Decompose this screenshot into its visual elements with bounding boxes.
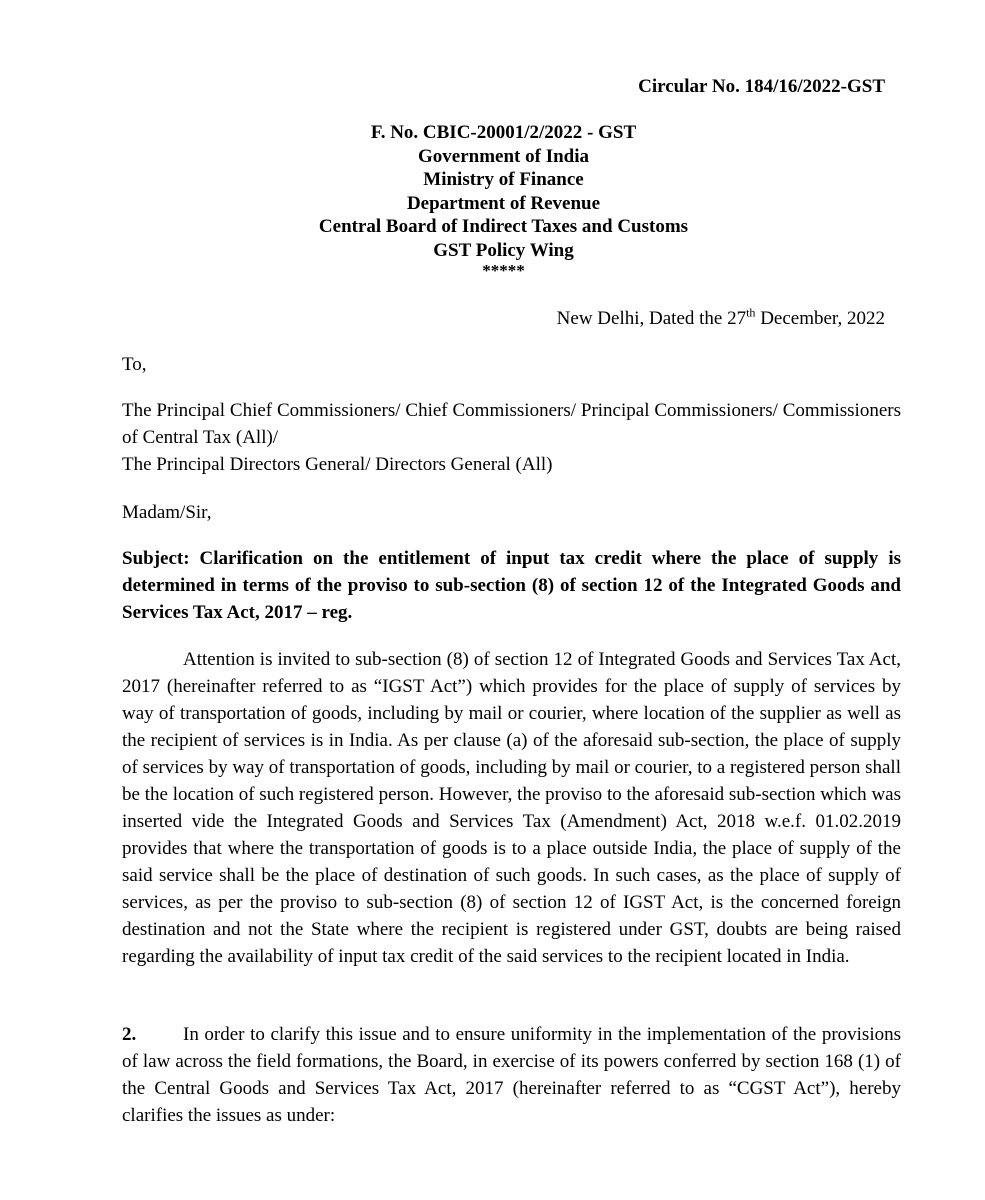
to-line: To, <box>122 354 147 375</box>
wing-name: GST Policy Wing <box>433 239 574 261</box>
circular-number: Circular No. 184/16/2022-GST <box>638 76 885 97</box>
ministry-name: Ministry of Finance <box>423 169 584 190</box>
department-name: Department of Revenue <box>406 192 601 214</box>
date-prefix: New Delhi, Dated the 27 <box>556 308 747 329</box>
addressee-line-1: The Principal Chief Commissioners/ Chief Commissioners/ Principal Commissioners/ Commissioners of Central Tax (All)/ <box>122 400 901 448</box>
government-name: Government of India <box>418 145 589 167</box>
addressee-block <box>122 397 901 478</box>
letterhead <box>0 121 985 280</box>
paragraph-2-text: In order to clarify this issue and to ensure uniformity in the implementation of the provisions of law across the field formations, the Board, in exercise of its powers conferred by section 168 (1) of the Central Goods and Services Tax Act, 2017 (hereinafter referred to as “CGST Act”), hereby clarifies the issues as under: <box>122 1024 901 1126</box>
date-superscript: th <box>746 305 756 320</box>
subject-line: Subject: Clarification on the entitlement of input tax credit where the place of supply is determined in terms of the proviso to sub-section (8) of section 12 of the Integrated Goods and Services Tax Act, 2017 – reg. <box>122 548 901 623</box>
file-number: F. No. CBIC-20001/2/2022 - GST <box>370 122 637 143</box>
paragraph-2-number: 2. <box>122 1024 137 1045</box>
separator-stars: ***** <box>482 261 525 280</box>
date-suffix: December, 2022 <box>755 308 885 329</box>
paragraph-2 <box>122 1021 901 1129</box>
salutation: Madam/Sir, <box>122 502 212 523</box>
date-line <box>556 305 885 330</box>
board-name: Central Board of Indirect Taxes and Customs <box>318 216 689 237</box>
addressee-line-2: The Principal Directors General/ Directors General (All) <box>122 454 553 475</box>
paragraph-1: Attention is invited to sub-section (8) of section 12 of Integrated Goods and Services Tax Act, 2017 (hereinafter referred to as “IGST Act”) which provides for the place of supply of services by way of transportation of goods, including by mail or courier, where location of the supplier as well as the recipient of services is in India. As per clause (a) of the aforesaid sub-section, the place of supply of services by way of transportation of goods, including by mail or courier, to a registered person shall be the location of such registered person. However, the proviso to the aforesaid sub-section which was inserted vide the Integrated Goods and Services Tax (Amendment) Act, 2018 w.e.f. 01.02.2019 provides that where the transportation of goods is to a place outside India, the place of supply of the said service shall be the place of destination of such goods. In such cases, as the place of supply of services, as per the proviso to sub-section (8) of section 12 of IGST Act, is the concerned foreign destination and not the State where the recipient is registered under GST, doubts are being raised regarding the availability of input tax credit of the said services to the recipient located in India. <box>122 649 901 967</box>
